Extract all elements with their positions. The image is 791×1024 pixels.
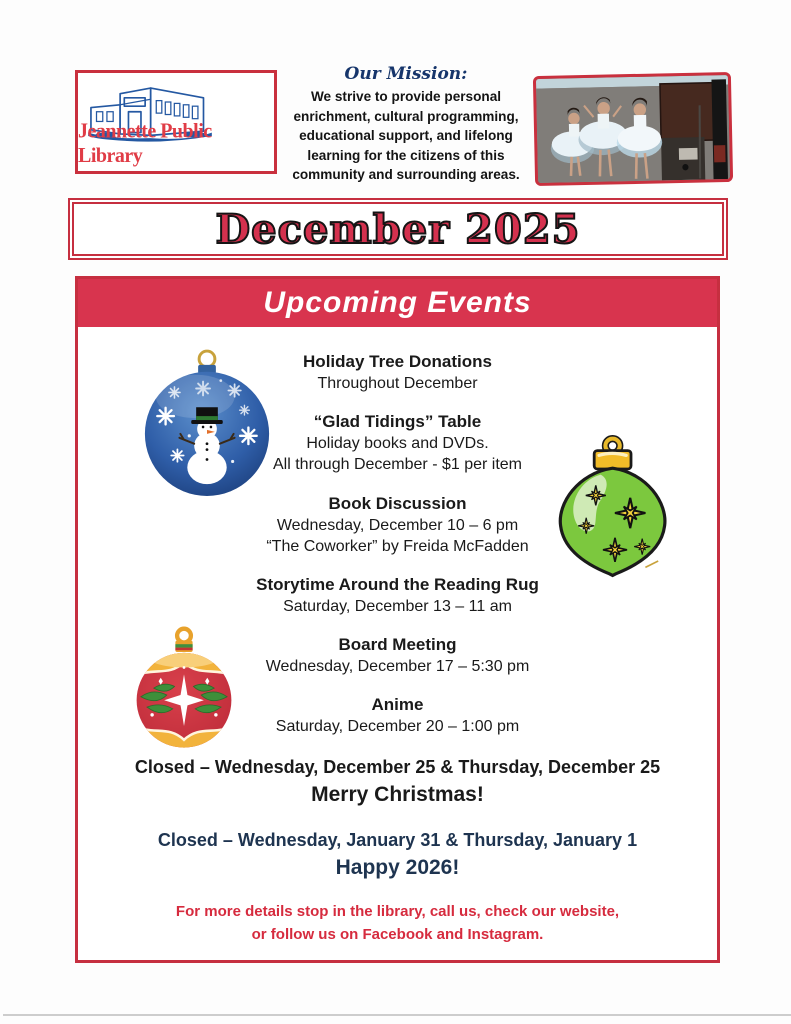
ballet-dancers-photo	[533, 72, 733, 186]
closure-december	[78, 756, 717, 810]
scan-artifact-line	[3, 1014, 791, 1016]
contact-note-line1: For more details stop in the library, call us, check our website,	[175, 903, 620, 921]
event-detail: Holiday books and DVDs.	[306, 435, 489, 453]
event-board-meeting	[78, 634, 717, 677]
event-holiday-tree-donations	[78, 351, 717, 394]
library-logo-box	[75, 70, 277, 174]
event-detail: Wednesday, December 17 – 5:30 pm	[265, 658, 530, 676]
mission-title: Our Mission:	[344, 64, 468, 84]
mission-statement	[290, 64, 522, 185]
event-book-discussion	[78, 493, 717, 557]
events-box	[75, 276, 720, 963]
mission-body: We strive to provide personal enrichment, cultural programming, educational support, and lifelong learning for the citizens of this community and surrounding areas.	[292, 89, 520, 183]
events-header-title: Upcoming Events	[263, 286, 532, 319]
contact-note	[78, 901, 717, 946]
event-glad-tidings-table	[78, 411, 717, 475]
event-title: Holiday Tree Donations	[303, 352, 492, 371]
closure-greeting: Happy 2026!	[335, 855, 460, 879]
event-detail: All through December - $1 per item	[273, 456, 522, 474]
library-name: Jeannette Public Library	[78, 119, 212, 168]
closure-january	[78, 829, 717, 883]
closure-greeting: Merry Christmas!	[311, 782, 484, 806]
event-title: Anime	[371, 695, 424, 715]
event-title: Board Meeting	[338, 635, 457, 655]
events-header-band	[78, 279, 717, 327]
month-title: December 2025	[215, 205, 581, 253]
event-title: Storytime Around the Reading Rug	[256, 574, 539, 594]
event-title: Book Discussion	[328, 493, 467, 513]
event-detail: Wednesday, December 10 – 6 pm	[276, 516, 519, 534]
closure-dates: Closed – Wednesday, January 31 & Thursday, January 1	[157, 830, 638, 851]
event-storytime	[78, 574, 717, 617]
event-anime	[78, 694, 717, 737]
closure-dates: Closed – Wednesday, December 25 & Thursday, December 25	[134, 757, 661, 778]
event-detail: Saturday, December 20 – 1:00 pm	[275, 718, 520, 736]
event-detail: Saturday, December 13 – 11 am	[283, 597, 512, 615]
event-detail: “The Coworker” by Freida McFadden	[266, 537, 529, 555]
contact-note-line2: or follow us on Facebook and Instagram.	[251, 925, 544, 943]
event-title: “Glad Tidings” Table	[313, 412, 482, 432]
month-banner	[68, 198, 728, 260]
events-list	[78, 327, 717, 946]
event-detail: Throughout December	[317, 375, 478, 393]
